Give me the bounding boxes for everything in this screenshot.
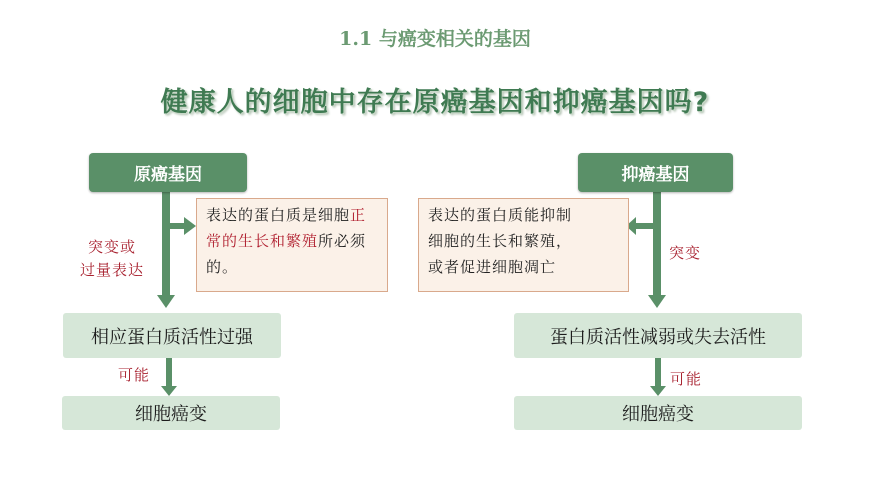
maybe-label-right: 可能 (669, 370, 702, 388)
right-arrow-shaft (653, 192, 661, 295)
mutation-label-right: 突变 (668, 244, 701, 262)
left-lower-arrow-head (161, 386, 177, 396)
tumor-suppressor-header: 抑癌基因 (578, 153, 733, 192)
proto-oncogene-header: 原癌基因 (89, 153, 247, 192)
right-branch-line (636, 223, 653, 229)
mutation-label-left (64, 236, 160, 282)
left-outcome-box: 细胞癌变 (62, 396, 280, 430)
mutation-line-2: 过量表达 (79, 261, 144, 279)
left-branch-head (184, 217, 196, 235)
right-arrow-head (648, 295, 666, 308)
note-text-end: 所必须的。 (206, 232, 367, 276)
left-arrow-shaft (162, 192, 170, 295)
right-outcome-box: 细胞癌变 (514, 396, 802, 430)
maybe-label-left: 可能 (117, 366, 150, 384)
section-title: 1.1 与癌变相关的基因 (339, 28, 531, 50)
left-arrow-head (157, 295, 175, 308)
note-text: 表达的蛋白质是细胞 (206, 206, 351, 224)
mutation-line-1: 突变或 (87, 238, 136, 256)
proto-oncogene-note (196, 198, 388, 292)
right-result-box: 蛋白质活性减弱或失去活性 (514, 313, 802, 358)
note-line-2: 细胞的生长和繁殖， (428, 232, 573, 250)
left-result-box: 相应蛋白质活性过强 (63, 313, 281, 358)
main-question: 健康人的细胞中存在原癌基因和抑癌基因吗? (160, 87, 710, 118)
note-highlight: 正常的生长和繁殖 (206, 206, 367, 250)
note-line-3: 或者促进细胞凋亡 (428, 258, 557, 276)
left-branch-line (170, 223, 184, 229)
left-lower-arrow-shaft (166, 358, 172, 388)
tumor-suppressor-note (418, 198, 629, 292)
note-line-1: 表达的蛋白质能抑制 (428, 206, 573, 224)
